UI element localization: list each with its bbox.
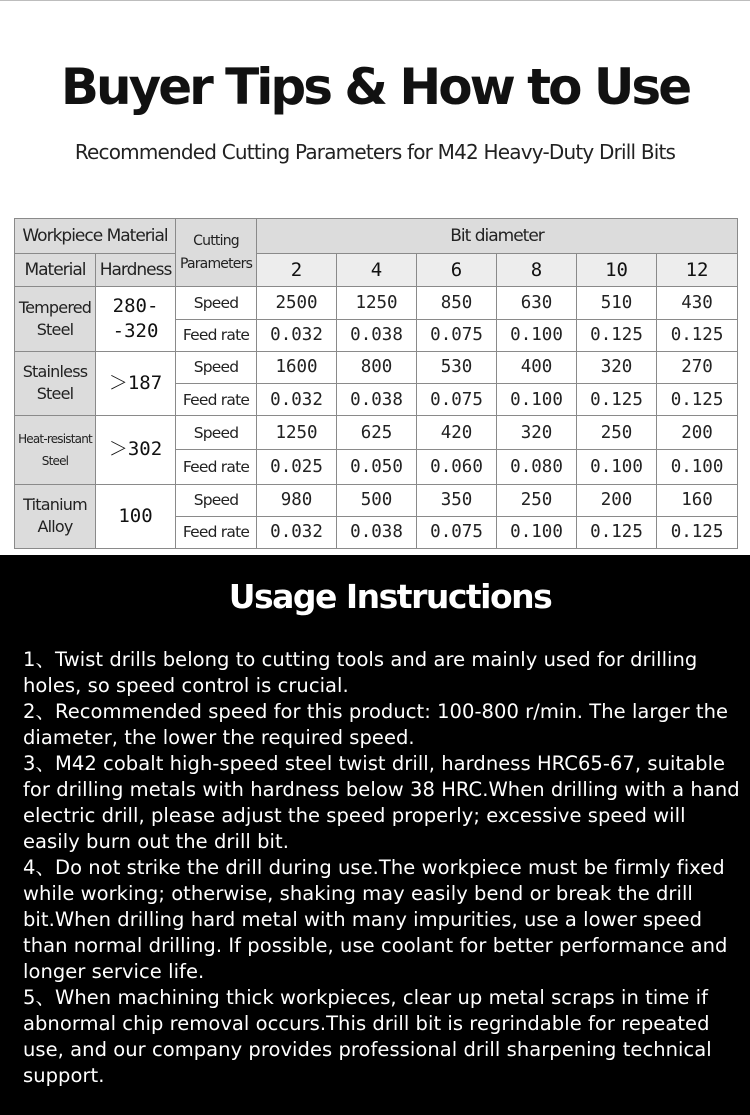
- speed-value: 2500: [257, 287, 337, 319]
- cutting-parameters-table: [14, 218, 738, 549]
- feed-rate-value: 0.125: [577, 516, 657, 548]
- feed-rate-label: Feed rate: [176, 450, 257, 484]
- material-line1: Titanium: [23, 495, 87, 515]
- material-line1: Stainless: [22, 362, 88, 382]
- material-cell: [15, 351, 96, 415]
- hardness-cell: [96, 287, 176, 351]
- speed-value: 350: [417, 484, 497, 516]
- speed-label: Speed: [176, 287, 257, 319]
- page-title: Buyer Tips & How to Use: [60, 58, 690, 116]
- feed-rate-value: 0.032: [257, 516, 337, 548]
- speed-value: 800: [337, 351, 417, 383]
- speed-value: 200: [577, 484, 657, 516]
- hardness-line2: -320: [112, 320, 159, 343]
- hardness-cell: [96, 484, 176, 548]
- feed-rate-value: 0.080: [497, 450, 577, 484]
- feed-rate-value: 0.038: [337, 383, 417, 415]
- speed-value: 500: [337, 484, 417, 516]
- speed-value: 250: [497, 484, 577, 516]
- speed-value: 1600: [257, 351, 337, 383]
- speed-value: 250: [577, 416, 657, 450]
- material-line2: Steel: [36, 384, 74, 404]
- feed-rate-value: 0.075: [417, 516, 497, 548]
- feed-rate-label: Feed rate: [176, 319, 257, 351]
- feed-rate-value: 0.060: [417, 450, 497, 484]
- bit-diameter-header: Bit diameter: [257, 219, 738, 254]
- hardness-line1: ＞187: [108, 371, 163, 394]
- speed-value: 200: [657, 416, 738, 450]
- feed-rate-value: 0.038: [337, 516, 417, 548]
- feed-rate-value: 0.100: [497, 516, 577, 548]
- hardness-cell: [96, 416, 176, 484]
- diameter-header-cell: 12: [657, 254, 738, 287]
- material-cell: [15, 287, 96, 351]
- material-cell: [15, 484, 96, 548]
- material-line2: Steel: [41, 453, 69, 468]
- speed-value: 160: [657, 484, 738, 516]
- feed-rate-label: Feed rate: [176, 516, 257, 548]
- feed-rate-value: 0.125: [657, 516, 738, 548]
- diameter-header-cell: 8: [497, 254, 577, 287]
- cutting-parameters-header-line1: Cutting: [193, 232, 239, 249]
- hardness-line1: 100: [118, 504, 153, 527]
- feed-rate-value: 0.050: [337, 450, 417, 484]
- cutting-parameters-header: [176, 219, 257, 287]
- diameter-header-cell: 10: [577, 254, 657, 287]
- feed-rate-value: 0.125: [657, 383, 738, 415]
- feed-rate-value: 0.100: [497, 319, 577, 351]
- hardness-cell: [96, 351, 176, 415]
- hardness-header: Hardness: [96, 254, 176, 287]
- diameter-header-cell: 2: [257, 254, 337, 287]
- tips-section: [0, 0, 750, 555]
- feed-rate-value: 0.125: [577, 383, 657, 415]
- speed-value: 1250: [337, 287, 417, 319]
- material-header: Material: [15, 254, 96, 287]
- speed-value: 400: [497, 351, 577, 383]
- usage-instructions-list: [23, 647, 743, 1089]
- page-subtitle: Recommended Cutting Parameters for M42 Heavy-Duty Drill Bits: [74, 140, 676, 164]
- speed-value: 430: [657, 287, 738, 319]
- table-row: [15, 351, 738, 383]
- speed-value: 510: [577, 287, 657, 319]
- feed-rate-value: 0.032: [257, 319, 337, 351]
- speed-value: 1250: [257, 416, 337, 450]
- table-row: [15, 484, 738, 516]
- feed-rate-value: 0.038: [337, 319, 417, 351]
- feed-rate-value: 0.125: [657, 319, 738, 351]
- table-row: [15, 416, 738, 450]
- material-line2: Alloy: [37, 517, 73, 537]
- diameter-header-cell: 4: [337, 254, 417, 287]
- speed-label: Speed: [176, 351, 257, 383]
- feed-rate-value: 0.100: [577, 450, 657, 484]
- usage-title: Usage Instructions: [228, 577, 552, 616]
- speed-value: 530: [417, 351, 497, 383]
- speed-value: 320: [497, 416, 577, 450]
- speed-value: 625: [337, 416, 417, 450]
- list-item: 3、M42 cobalt high-speed steel twist drill, hardness HRC65-67, suitable for drilling metals with hardness below 38 HRC.When drilling with a hand electric drill, please adjust the speed properly; excessive speed will easily burn out the drill bit.: [23, 752, 740, 853]
- material-line1: Tempered: [18, 298, 92, 318]
- list-item: 2、Recommended speed for this product: 100-800 r/min. The larger the diameter, the lower the required speed.: [23, 700, 729, 749]
- feed-rate-label: Feed rate: [176, 383, 257, 415]
- feed-rate-value: 0.075: [417, 319, 497, 351]
- cutting-parameters-header-line2: Parameters: [179, 255, 253, 272]
- feed-rate-value: 0.125: [577, 319, 657, 351]
- material-cell: [15, 416, 96, 484]
- speed-value: 270: [657, 351, 738, 383]
- workpiece-material-header: Workpiece Material: [15, 219, 176, 254]
- table-row: [15, 287, 738, 319]
- speed-value: 420: [417, 416, 497, 450]
- speed-value: 980: [257, 484, 337, 516]
- speed-label: Speed: [176, 484, 257, 516]
- hardness-line1: 280-: [112, 295, 159, 318]
- feed-rate-value: 0.075: [417, 383, 497, 415]
- feed-rate-value: 0.100: [497, 383, 577, 415]
- speed-value: 320: [577, 351, 657, 383]
- feed-rate-value: 0.032: [257, 383, 337, 415]
- speed-value: 630: [497, 287, 577, 319]
- speed-value: 850: [417, 287, 497, 319]
- feed-rate-value: 0.025: [257, 450, 337, 484]
- hardness-line1: ＞302: [108, 438, 163, 461]
- material-line2: Steel: [36, 320, 74, 340]
- top-divider: [0, 0, 750, 1]
- diameter-header-cell: 6: [417, 254, 497, 287]
- list-item: 1、Twist drills belong to cutting tools and are mainly used for drilling holes, so speed control is crucial.: [23, 648, 698, 697]
- feed-rate-value: 0.100: [657, 450, 738, 484]
- list-item: 5、When machining thick workpieces, clear up metal scraps in time if abnormal chip removal occurs.This drill bit is regrindable for repeated use, and our company provides professional drill sharpening technical support.: [23, 986, 712, 1087]
- usage-section: [0, 555, 750, 1115]
- list-item: 4、Do not strike the drill during use.The workpiece must be firmly fixed while working; otherwise, shaking may easily bend or break the drill bit.When drilling hard metal with many impurities, use a lower speed than normal drilling. If possible, use coolant for better performance and longer service life.: [23, 856, 728, 983]
- speed-label: Speed: [176, 416, 257, 450]
- material-line1: Heat-resistant: [18, 431, 92, 446]
